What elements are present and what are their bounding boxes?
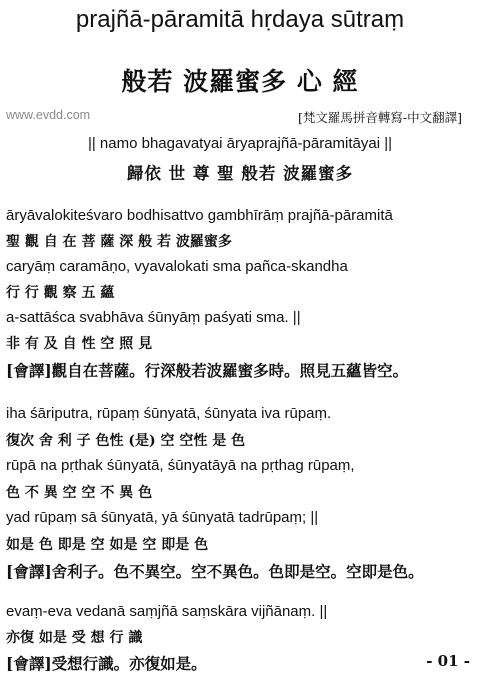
website-link[interactable]: www.evdd.com bbox=[6, 108, 91, 122]
sanskrit-line: āryāvalokiteśvaro bodhisattvo gambhīrāṃ prajñā-pāramitā bbox=[6, 207, 393, 224]
attribution-note: [梵文羅馬拼音轉寫-中文翻譯] bbox=[298, 110, 462, 125]
chinese-gloss-line: 行 行 觀 察 五 蘊 bbox=[6, 285, 115, 301]
sanskrit-line: caryāṃ caramāṇo, vyavalokati sma pañca-skandha bbox=[6, 258, 348, 275]
page-number: - 01 - bbox=[426, 652, 470, 670]
chinese-gloss-line: 如是 色 即是 空 如是 空 即是 色 bbox=[6, 537, 209, 553]
document-title: prajñā-pāramitā hṛdaya sūtraṃ bbox=[75, 6, 405, 33]
commentary-line: [會譯]舍利子。色不異空。空不異色。色即是空。空即是色。 bbox=[6, 562, 424, 581]
chinese-gloss-line: 色 不 異 空 空 不 異 色 bbox=[6, 485, 153, 501]
homage-sanskrit: || namo bhagavatyai āryaprajñā-pāramitāyai || bbox=[87, 135, 393, 152]
sanskrit-line: yad rūpaṃ sā śūnyatā, yā śūnyatā tadrūpaṃ; || bbox=[6, 509, 319, 526]
sanskrit-line: rūpā na pṛthak śūnyatā, śūnyatāyā na pṛthag rūpaṃ, bbox=[6, 457, 355, 474]
document-subtitle: 般若 波羅蜜多 心 經 bbox=[121, 67, 359, 96]
chinese-gloss-line: 亦復 如是 受 想 行 識 bbox=[6, 630, 143, 646]
chinese-gloss-line: 復次 舍 利 子 色性 (是) 空 空性 是 色 bbox=[6, 433, 246, 449]
chinese-gloss-line: 聖 觀 自 在 菩 薩 深 般 若 波羅蜜多 bbox=[6, 234, 232, 250]
chinese-gloss-line: 非 有 及 自 性 空 照 見 bbox=[6, 336, 153, 352]
commentary-line: [會譯]觀自在菩薩。行深般若波羅蜜多時。照見五蘊皆空。 bbox=[6, 361, 409, 380]
sanskrit-line: evaṃ-eva vedanā saṃjñā saṃskāra vijñānaṃ. || bbox=[6, 603, 328, 620]
homage-gloss: 歸依 世 尊 聖 般若 波羅蜜多 bbox=[126, 164, 354, 183]
sanskrit-line: a-sattāśca svabhāva śūnyāṃ paśyati sma. || bbox=[6, 309, 301, 326]
sanskrit-line: iha śāriputra, rūpaṃ śūnyatā, śūnyata iva rūpaṃ. bbox=[6, 405, 332, 422]
commentary-line: [會譯]受想行識。亦復如是。 bbox=[6, 654, 207, 673]
